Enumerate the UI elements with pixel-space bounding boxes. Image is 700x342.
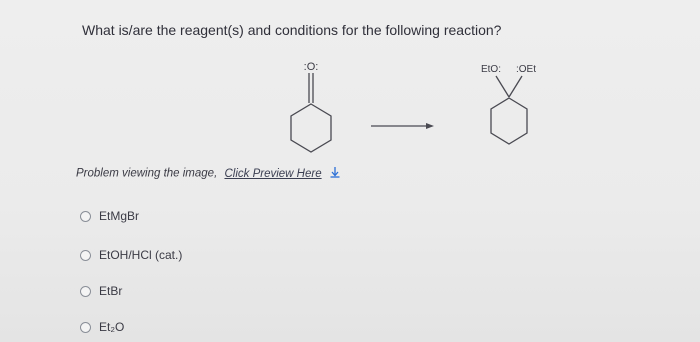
option-label: Et₂O	[99, 320, 125, 334]
reaction-arrow	[371, 123, 434, 129]
problem-viewing-note	[76, 166, 341, 181]
product-right-label: :OEt	[515, 64, 537, 75]
reactant-cyclohexanone	[291, 73, 331, 152]
product-ketal	[491, 76, 527, 144]
option-label: EtOH/HCl (cat.)	[99, 248, 183, 262]
radio-button[interactable]	[80, 250, 91, 261]
reactant-oxygen-label: :O:	[303, 61, 319, 73]
option-label: EtBr	[99, 284, 123, 298]
radio-button[interactable]	[80, 322, 91, 333]
option-etbr[interactable]	[80, 284, 122, 298]
product-left-label: EtO:	[480, 64, 502, 75]
radio-button[interactable]	[80, 286, 91, 297]
problem-viewing-text: Problem viewing the image,	[76, 167, 218, 180]
option-et2o[interactable]	[80, 320, 124, 334]
radio-button[interactable]	[80, 211, 91, 222]
option-label: EtMgBr	[99, 209, 140, 223]
option-etoh-hcl[interactable]	[80, 248, 182, 262]
option-etmgbr[interactable]	[80, 209, 139, 223]
download-arrow-icon[interactable]	[329, 166, 341, 181]
preview-link[interactable]: Click Preview Here	[224, 167, 322, 180]
question-text: What is/are the reagent(s) and conditions for the following reaction?	[82, 22, 502, 38]
